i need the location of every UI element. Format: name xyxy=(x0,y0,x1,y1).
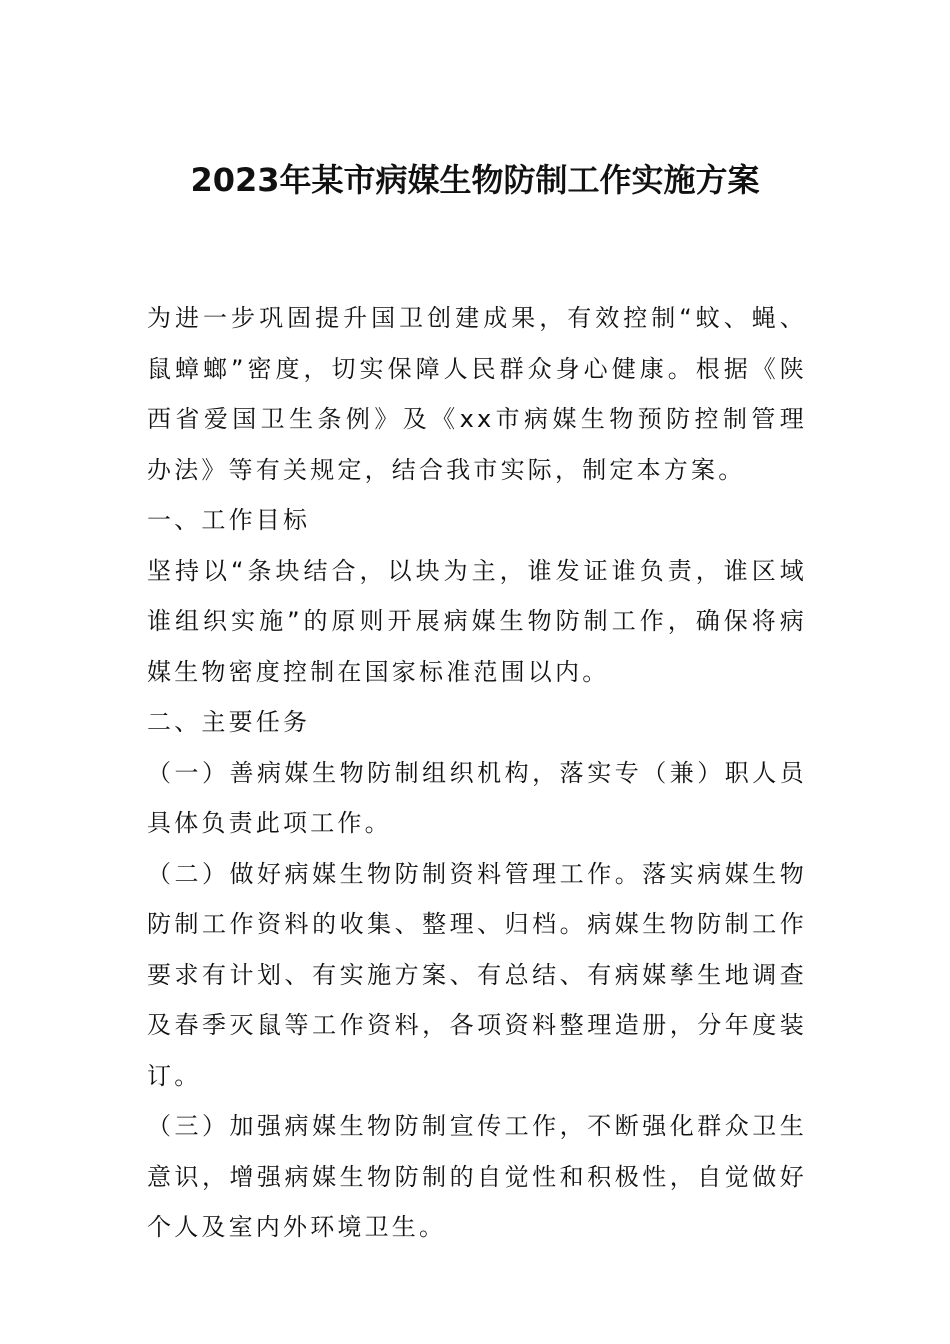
task-paragraph-1: （一）善病媒生物防制组织机构，落实专（兼）职人员具体负责此项工作。 xyxy=(147,758,807,837)
goals-paragraph: 坚持以“条块结合，以块为主，谁发证谁负责，谁区域谁组织实施”的原则开展病媒生物防制工作，确保将病媒生物密度控制在国家标准范围以内。 xyxy=(147,556,807,686)
section-heading-tasks: 二、主要任务 xyxy=(147,708,311,736)
document-title: 2023年某市病媒生物防制工作实施方案 xyxy=(190,161,760,199)
task-paragraph-3: （三）加强病媒生物防制宣传工作，不断强化群众卫生意识，增强病媒生物防制的自觉性和积极性，自觉做好个人及室内外环境卫生。 xyxy=(147,1112,807,1241)
intro-paragraph: 为进一步巩固提升国卫创建成果，有效控制“蚊、蝇、鼠蟑螂”密度，切实保障人民群众身心健康。根据《陕西省爱国卫生条例》及《xx市病媒生物预防控制管理办法》等有关规定，结合我市实际，制定本方案。 xyxy=(147,304,807,484)
document-body xyxy=(147,293,807,1253)
task-paragraph-2: （二）做好病媒生物防制资料管理工作。落实病媒生物防制工作资料的收集、整理、归档。病媒生物防制工作要求有计划、有实施方案、有总结、有病媒孳生地调查及春季灭鼠等工作资料，各项资料整理造册，分年度装订。 xyxy=(147,859,807,1090)
section-heading-goals: 一、工作目标 xyxy=(147,506,311,534)
